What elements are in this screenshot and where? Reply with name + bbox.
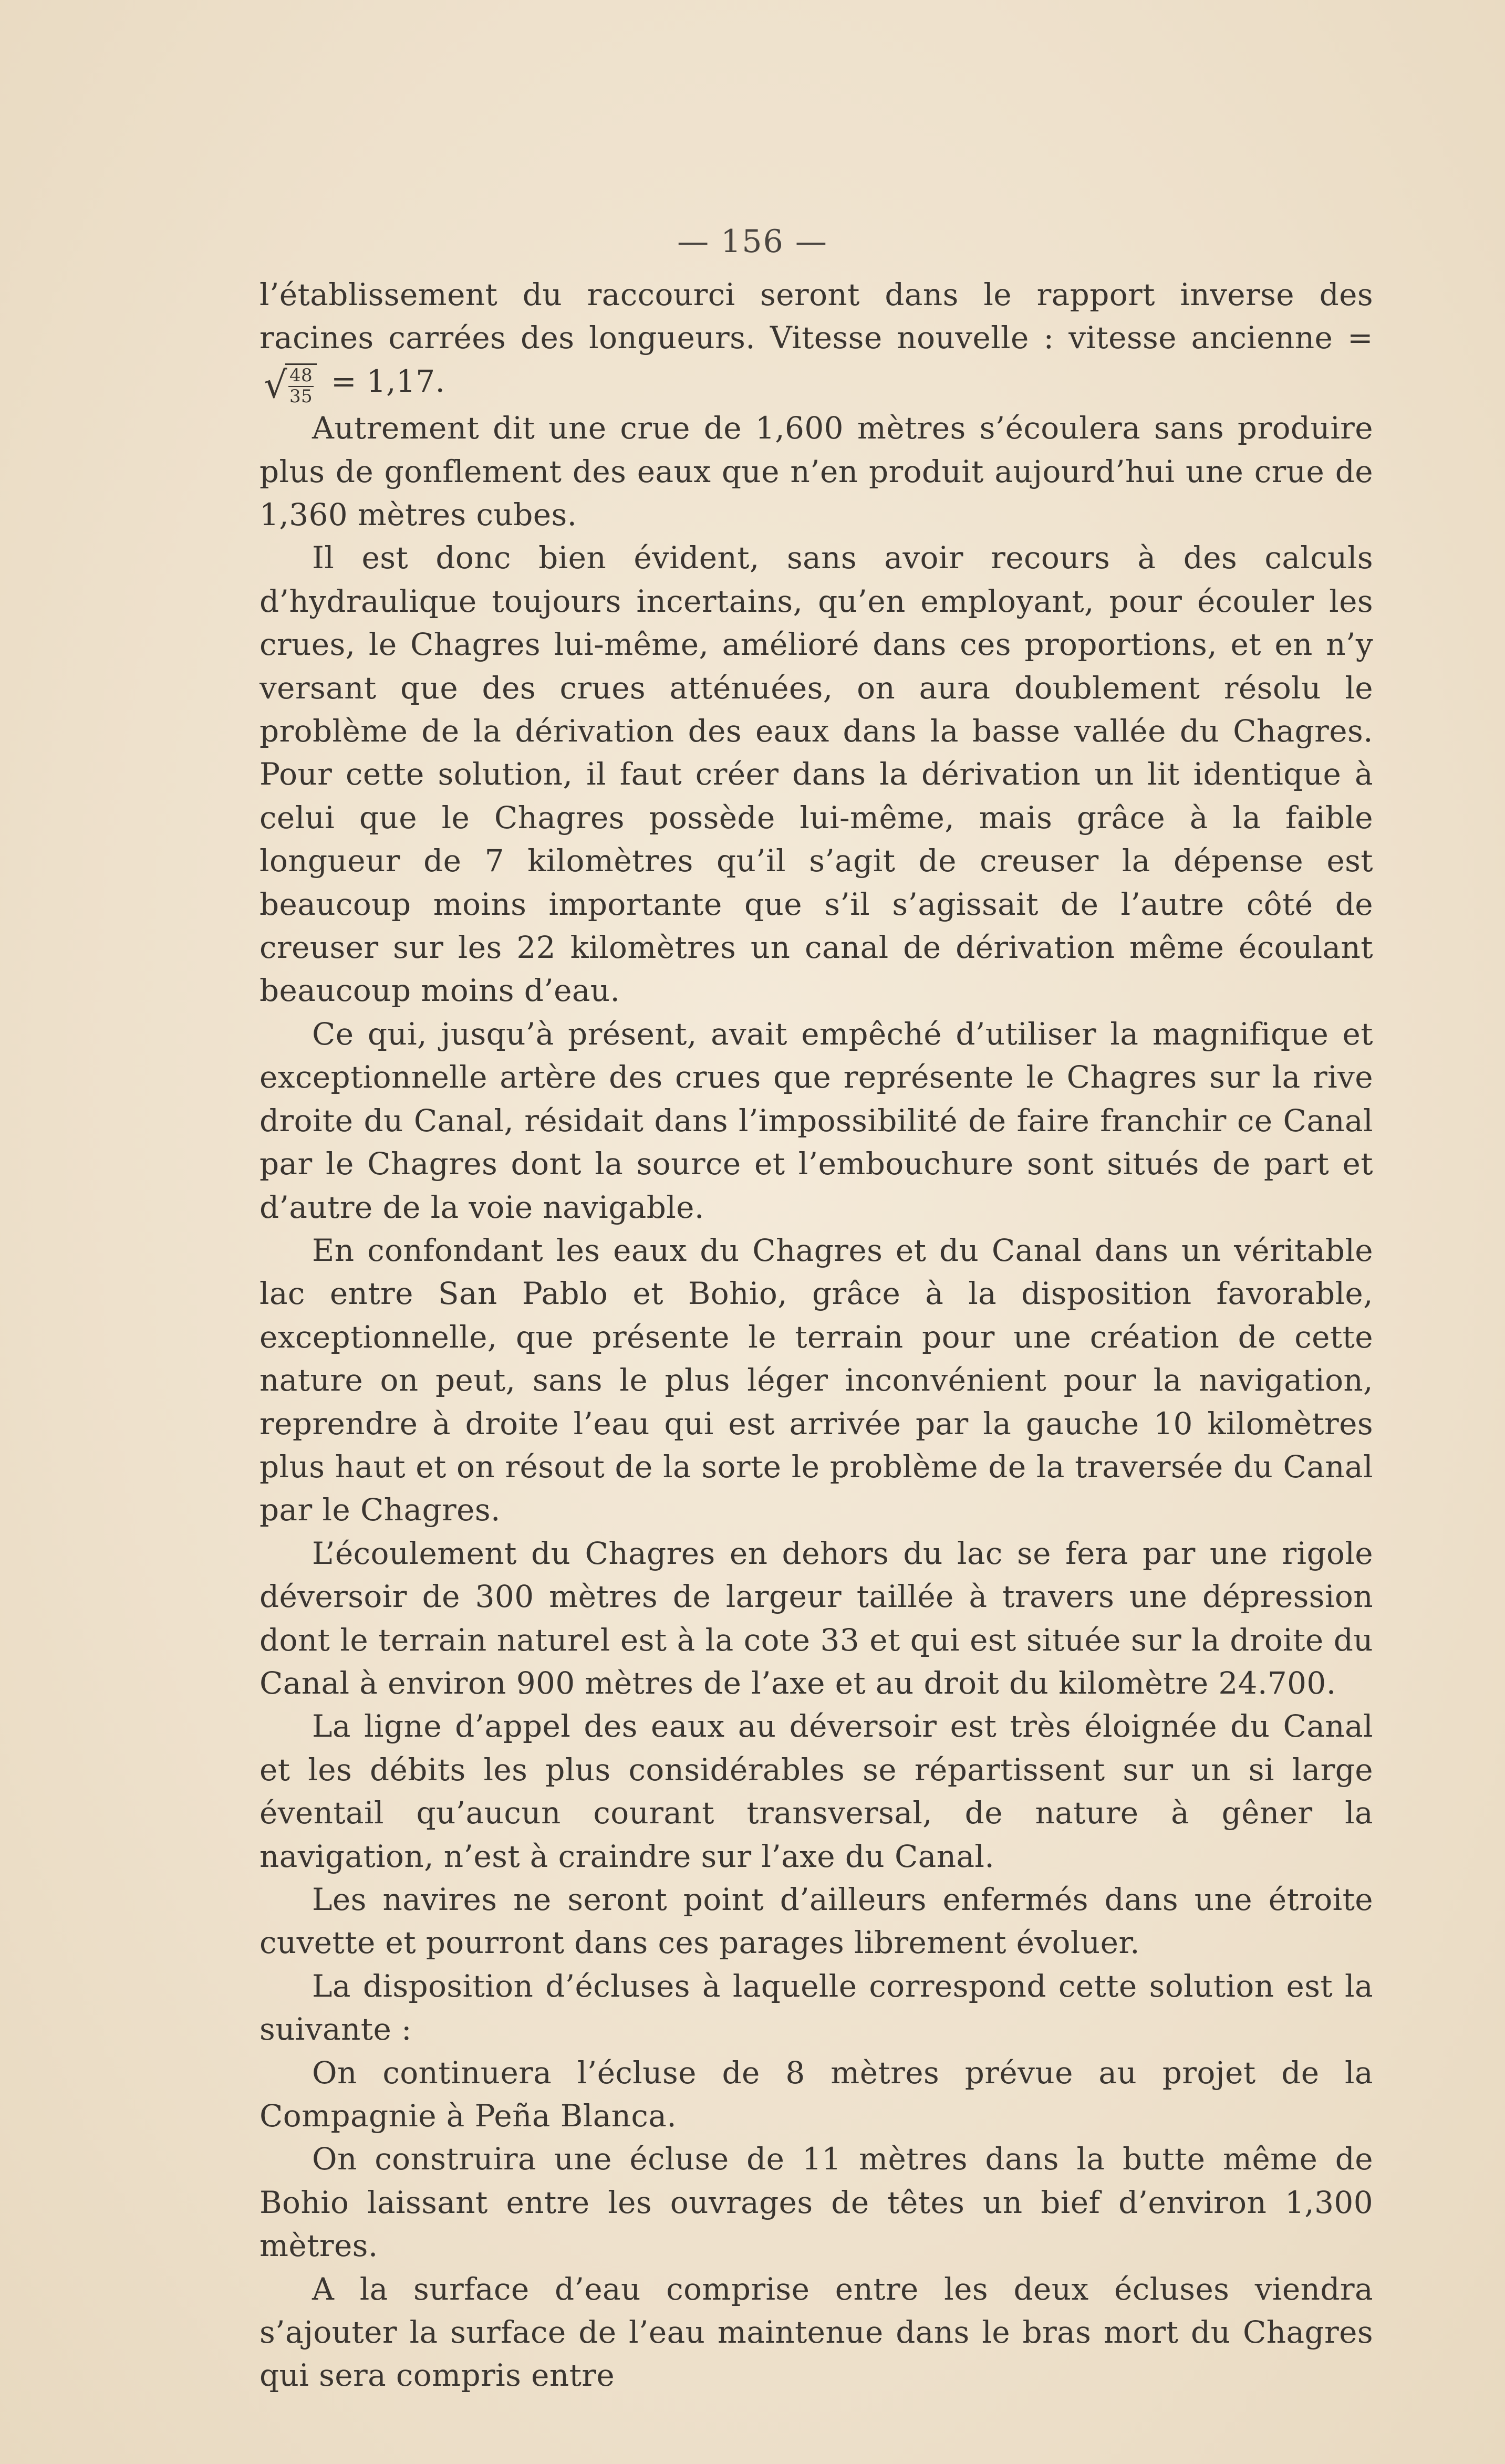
square-root-formula	[264, 361, 317, 406]
velocity-line-text: des longueurs. Vitesse nouvelle : vitesse ancienne =	[520, 320, 1373, 356]
page-number: — 156 —	[677, 223, 828, 260]
paragraph: A la surface d’eau comprise entre les deux écluses viendra s’ajouter la surface de l’eau maintenue dans le bras mort du Chagres qui sera compris entre	[260, 2271, 1373, 2394]
paragraph: L’écoulement du Chagres en dehors du lac se fera par une rigole déversoir de 300 mètres de largeur taillée à travers une dépression dont le terrain naturel est à la cote 33 et qui est située sur la droite du Canal à environ 900 mètres de l’axe et au droit du kilomètre 24.700.	[260, 1535, 1373, 1701]
paragraph: Les navires ne seront point d’ailleurs enfermés dans une étroite cuvette et pourront dans ces parages librement évoluer.	[260, 1882, 1373, 1961]
paragraph: Il est donc bien évident, sans avoir recours à des calculs d’hydraulique toujours incertains, qu’en employant, pour écouler les crues, le Chagres lui-même, amélioré dans ces proportions, et en n’y versant que des crues atténuées, on aura doublement résolu le problème de la dérivation des eaux dans la basse vallée du Chagres. Pour cette solution, il faut créer dans la dérivation un lit identique à celui que le Chagres possède lui-même, mais grâce à la faible longueur de 7 kilomètres qu’il s’agit de creuser la dépense est beaucoup moins importante que s’il s’agissait de l’autre côté de creuser sur les 22 kilomètres un canal de dérivation même écoulant beaucoup moins d’eau.	[260, 540, 1373, 1009]
paragraph-continuation	[260, 273, 1373, 406]
paragraph: On construira une écluse de 11 mètres dans la butte même de Bohio laissant entre les ouvrages de têtes un bief d’environ 1,300 mètres.	[260, 2141, 1373, 2264]
fraction-denominator: 35	[289, 385, 313, 407]
fraction	[285, 363, 317, 406]
velocity-result: = 1,17.	[330, 363, 445, 399]
paragraph: La ligne d’appel des eaux au déversoir est très éloignée du Canal et les débits les plus considérables se répartissent sur un si large éventail qu’aucun courant transversal, de nature à gêner la navigation, n’est à craindre sur l’axe du Canal.	[260, 1708, 1373, 1874]
paragraph: Ce qui, jusqu’à présent, avait empêché d’utiliser la magnifique et exceptionnelle artère des crues que représente le Chagres sur la rive droite du Canal, résidait dans l’impossibilité de faire franchir ce Canal par le Chagres dont la source et l’embouchure sont situés de part et d’autre de la voie navigable.	[260, 1016, 1373, 1225]
paragraph: Autrement dit une crue de 1,600 mètres s’écoulera sans produire plus de gonflement des eaux que n’en produit aujourd’hui une crue de 1,360 mètres cubes.	[260, 410, 1373, 533]
paragraph: La disposition d’écluses à laquelle correspond cette solution est la suivante :	[260, 1968, 1373, 2048]
radical-sign: √	[264, 363, 288, 407]
body-text	[260, 273, 1373, 2397]
fraction-numerator: 48	[289, 365, 313, 387]
paragraph: On continuera l’écluse de 8 mètres prévue au projet de la Compagnie à Peña Blanca.	[260, 2054, 1373, 2134]
continuation-line: l’établissement du raccourci seront dans le rapport inverse des racines carrées	[260, 277, 1373, 356]
paragraph: En confondant les eaux du Chagres et du Canal dans un véritable lac entre San Pablo et Bohio, grâce à la disposition favorable, exceptionnelle, que présente le terrain pour une création de cette nature on peut, sans le plus léger inconvénient pour la navigation, reprendre à droite l’eau qui est arrivée par la gauche 10 kilomètres plus haut et on résout de la sorte le problème de la traversée du Canal par le Chagres.	[260, 1232, 1373, 1528]
